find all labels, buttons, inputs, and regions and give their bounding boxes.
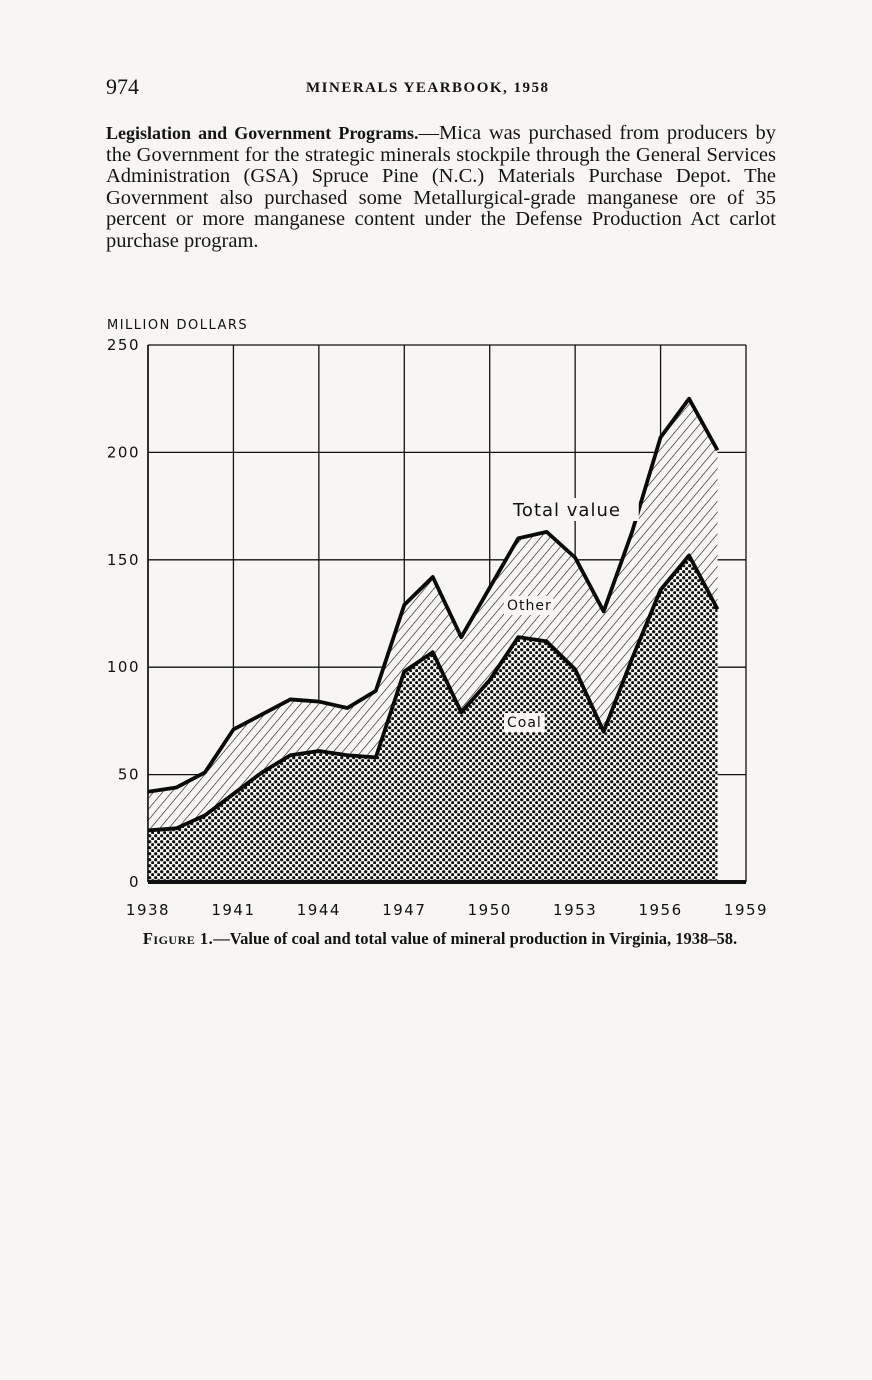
annotation-label: Coal — [507, 715, 542, 731]
x-tick-label: 1938 — [125, 901, 171, 919]
running-title: MINERALS YEARBOOK, 1958 — [306, 80, 550, 96]
x-tick-label: 1953 — [553, 901, 598, 919]
body-paragraph — [106, 123, 776, 252]
y-tick-label: 50 — [117, 765, 140, 784]
caption-text: —Value of coal and total value of mineral production in Virginia, 1938–58. — [213, 929, 738, 948]
x-tick-label: 1956 — [638, 901, 683, 919]
figure-chart — [100, 300, 780, 925]
y-tick-label: 150 — [106, 550, 140, 569]
section-heading: Legislation and Government Programs. — [106, 123, 419, 143]
y-tick-labels — [107, 336, 140, 891]
page-number: 974 — [106, 74, 139, 99]
y-tick-label: 200 — [106, 443, 140, 462]
x-tick-label: 1947 — [382, 901, 427, 919]
figure-label: Figure 1. — [142, 929, 214, 948]
x-tick-label: 1959 — [723, 901, 769, 919]
annotation-label: Other — [507, 598, 552, 614]
x-tick-label: 1944 — [296, 901, 341, 919]
x-tick-labels — [126, 901, 768, 919]
figure-caption — [100, 930, 780, 948]
page-header — [106, 74, 776, 104]
y-tick-label: 250 — [106, 336, 140, 354]
paragraph-text: —Mica was purchased from producers by the Government for the strategic minerals stockpile through the General Services Administration (GSA) Spruce Pine (N.C.) Materials Purchase Depot. The Government also purchased some Metallurgical-grade manganese ore of 35 percent or more manganese content under the Defense Production Act carlot purchase program. — [106, 122, 777, 252]
y-tick-label: 0 — [128, 873, 140, 891]
y-axis-label: MILLION DOLLARS — [107, 318, 249, 333]
annotation-label: Total value — [513, 500, 621, 521]
x-tick-label: 1950 — [467, 901, 512, 919]
y-tick-label: 100 — [106, 658, 140, 677]
x-tick-label: 1941 — [211, 901, 256, 919]
